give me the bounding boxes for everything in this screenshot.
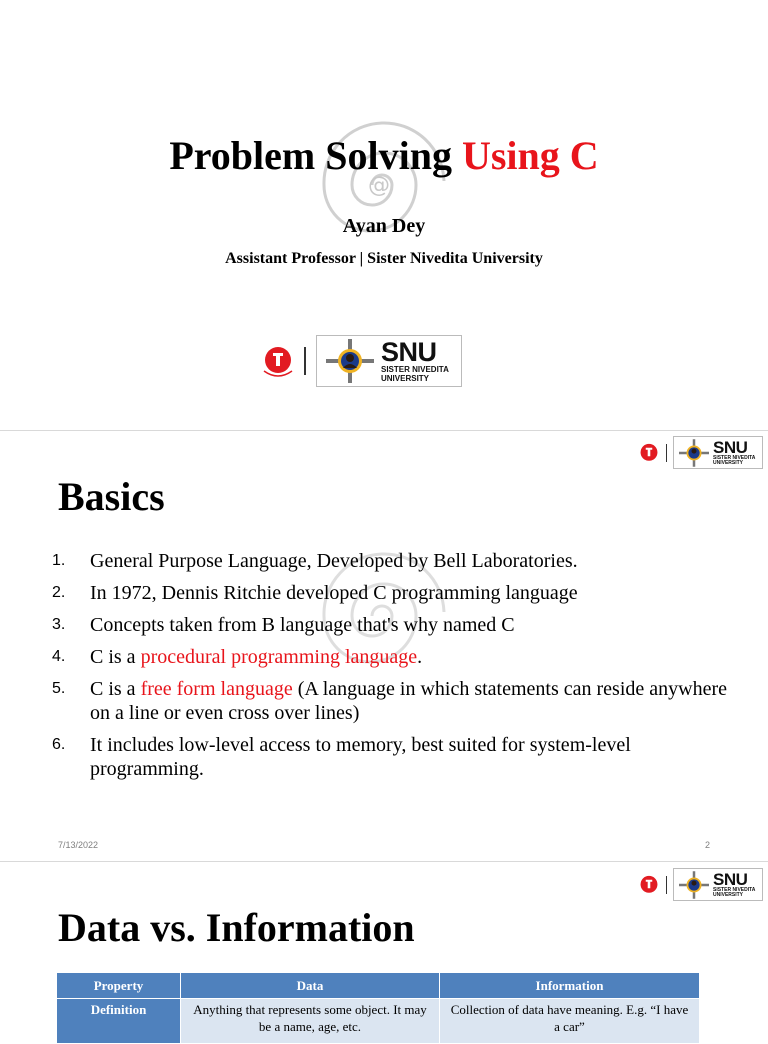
list-item bbox=[48, 645, 738, 669]
list-item bbox=[48, 549, 738, 573]
list-text: General Purpose Language, Developed by Bell Laboratories. bbox=[90, 550, 578, 572]
author-affiliation: Assistant Professor | Sister Nivedita University bbox=[225, 250, 543, 267]
list-number: 4. bbox=[52, 648, 66, 665]
logo-separator bbox=[666, 876, 667, 894]
university-logos bbox=[258, 335, 462, 387]
list-text bbox=[90, 645, 422, 669]
techno-india-logo-icon bbox=[258, 341, 298, 381]
snu-line2: UNIVERSITY bbox=[713, 892, 744, 898]
list-item bbox=[48, 581, 738, 605]
basics-slide bbox=[0, 431, 768, 861]
list-text-post: . bbox=[417, 646, 423, 668]
snu-emblem-icon bbox=[677, 870, 711, 900]
presentation-title bbox=[0, 132, 768, 179]
list-item bbox=[48, 613, 738, 637]
logo-separator bbox=[666, 444, 667, 462]
svg-text:@: @ bbox=[368, 173, 390, 198]
column-header: Property bbox=[57, 973, 181, 999]
table-cell: Collection of data have meaning. E.g. “I have a car” bbox=[440, 999, 700, 1044]
snu-logo bbox=[673, 868, 763, 901]
list-item bbox=[48, 677, 738, 725]
list-text-pre: C is a bbox=[90, 646, 141, 668]
list-text-post: (A language in which statements can reside anywhere on a line or even cross over lines) bbox=[90, 678, 727, 724]
list-number: 6. bbox=[52, 736, 66, 753]
university-logos bbox=[636, 436, 763, 469]
list-text: In 1972, Dennis Ritchie developed C programming language bbox=[90, 582, 578, 604]
data-vs-information-slide bbox=[0, 862, 768, 1034]
list-text: It includes low-level access to memory, best suited for system-level programming. bbox=[90, 734, 631, 780]
snu-logo bbox=[673, 436, 763, 469]
university-logos bbox=[636, 868, 763, 901]
table-header-row bbox=[57, 973, 700, 999]
snu-brand: SNU bbox=[713, 869, 748, 889]
techno-india-logo-icon bbox=[636, 872, 662, 898]
column-header: Data bbox=[181, 973, 440, 999]
row-label: Definition bbox=[57, 999, 181, 1044]
list-text-pre: C is a bbox=[90, 678, 141, 700]
slide-date: 7/13/2022 bbox=[58, 840, 99, 850]
title-accent: Using C bbox=[461, 133, 599, 178]
list-number: 1. bbox=[52, 552, 66, 569]
slide-heading: Data vs. Information bbox=[58, 905, 415, 950]
snu-emblem-icon bbox=[323, 337, 377, 385]
logo-separator bbox=[304, 347, 306, 375]
list-item bbox=[48, 733, 738, 781]
snu-line2: UNIVERSITY bbox=[713, 460, 744, 466]
comparison-table bbox=[56, 972, 700, 1044]
slide-page-number: 2 bbox=[705, 840, 711, 850]
list-number: 5. bbox=[52, 680, 66, 697]
techno-india-logo-icon bbox=[636, 440, 662, 466]
list-number: 2. bbox=[52, 584, 66, 601]
table-row bbox=[57, 999, 700, 1044]
snu-brand: SNU bbox=[381, 337, 437, 368]
snu-wordmark bbox=[713, 439, 755, 467]
table-cell: Anything that represents some object. It may be a name, age, etc. bbox=[181, 999, 440, 1044]
snu-wordmark bbox=[381, 339, 449, 383]
snu-line1: SISTER NIVEDITA bbox=[713, 886, 756, 893]
snu-logo bbox=[316, 335, 462, 387]
snu-brand: SNU bbox=[713, 437, 748, 457]
slide-heading: Basics bbox=[58, 474, 165, 519]
snu-wordmark bbox=[713, 871, 755, 899]
author-name: Ayan Dey bbox=[342, 215, 426, 237]
list-text-highlight: free form language bbox=[140, 678, 293, 700]
basics-list bbox=[48, 549, 738, 789]
title-slide bbox=[0, 0, 768, 430]
snu-line2: UNIVERSITY bbox=[381, 373, 430, 383]
column-header: Information bbox=[440, 973, 700, 999]
list-text: Concepts taken from B language that's why named C bbox=[90, 614, 515, 636]
snu-emblem-icon bbox=[677, 438, 711, 468]
title-main: Problem Solving bbox=[169, 133, 452, 178]
snu-line1: SISTER NIVEDITA bbox=[713, 454, 756, 461]
list-text-highlight: procedural programming language bbox=[140, 646, 418, 668]
list-number: 3. bbox=[52, 616, 66, 633]
list-text bbox=[90, 677, 738, 725]
snu-line1: SISTER NIVEDITA bbox=[381, 365, 449, 375]
